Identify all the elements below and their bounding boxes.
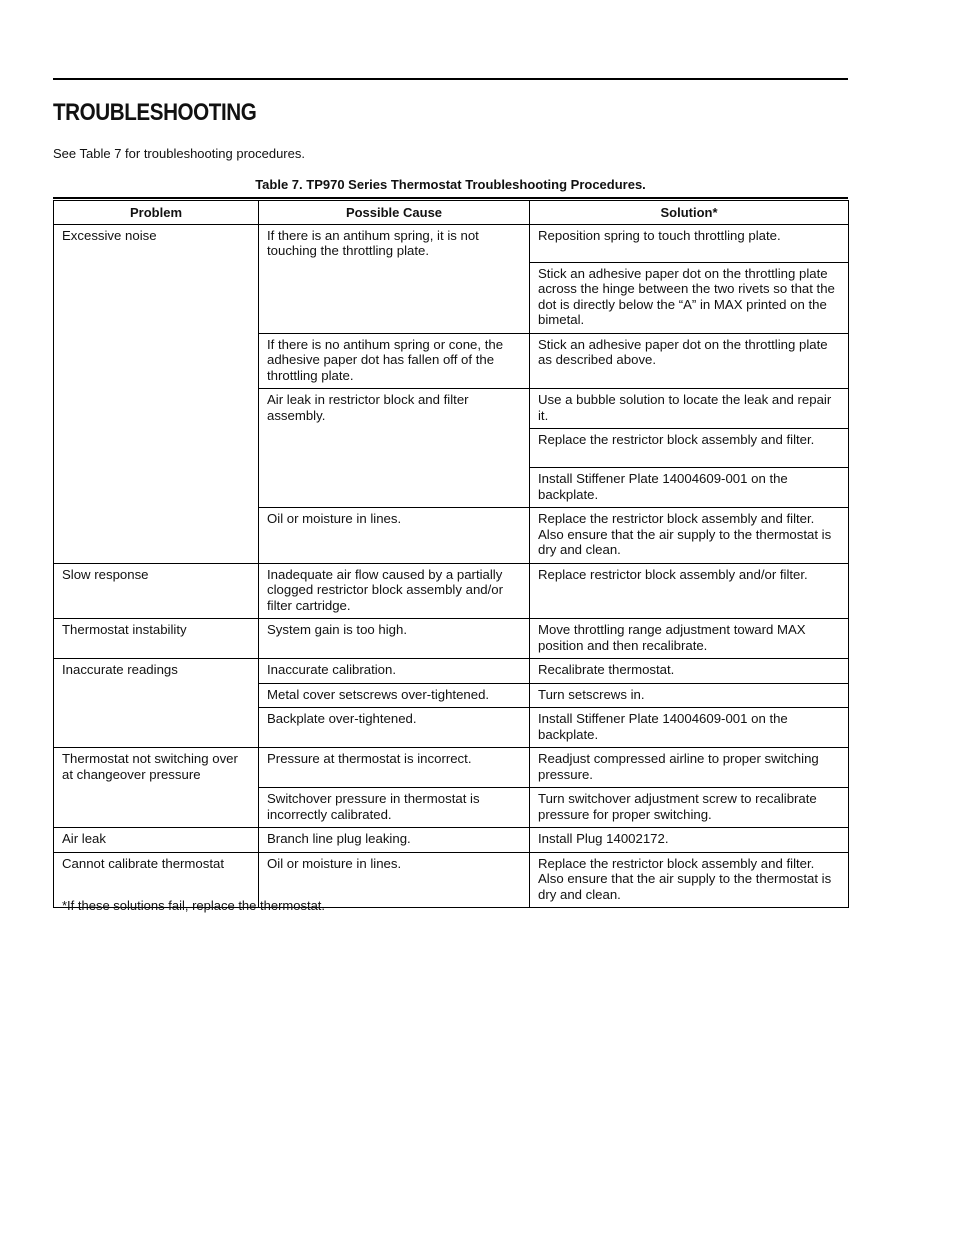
cause-cell: Branch line plug leaking. <box>259 828 530 853</box>
problem-cell: Excessive noise <box>54 224 259 563</box>
table-row <box>54 748 849 788</box>
cause-cell: If there is an antihum spring, it is not touching the throttling plate. <box>259 224 530 333</box>
solution-cell: Replace the restrictor block assembly and filter. Also ensure that the air supply to the thermostat is dry and clean. <box>530 852 849 908</box>
cause-cell: System gain is too high. <box>259 619 530 659</box>
header-cause: Possible Cause <box>259 201 530 225</box>
solution-cell: Use a bubble solution to locate the leak and repair it. <box>530 389 849 429</box>
solution-cell: Replace restrictor block assembly and/or filter. <box>530 563 849 619</box>
table-row <box>54 619 849 659</box>
solution-cell: Reposition spring to touch throttling plate. <box>530 224 849 262</box>
table-row <box>54 563 849 619</box>
cause-cell: Oil or moisture in lines. <box>259 508 530 564</box>
page-title: TROUBLESHOOTING <box>53 99 257 126</box>
cause-cell: Metal cover setscrews over-tightened. <box>259 683 530 708</box>
cause-cell: Switchover pressure in thermostat is incorrectly calibrated. <box>259 788 530 828</box>
solution-cell: Turn setscrews in. <box>530 683 849 708</box>
problem-cell: Thermostat instability <box>54 619 259 659</box>
cause-cell: Inadequate air flow caused by a partially clogged restrictor block assembly and/or filter cartridge. <box>259 563 530 619</box>
header-problem: Problem <box>54 201 259 225</box>
caption-rule <box>53 197 848 199</box>
solution-cell: Recalibrate thermostat. <box>530 659 849 684</box>
solution-cell: Install Plug 14002172. <box>530 828 849 853</box>
problem-cell: Thermostat not switching over at changeover pressure <box>54 748 259 828</box>
solution-cell: Install Stiffener Plate 14004609-001 on the backplate. <box>530 708 849 748</box>
table-header-row <box>54 201 849 225</box>
solution-cell: Stick an adhesive paper dot on the throttling plate as described above. <box>530 333 849 389</box>
cause-cell: Backplate over-tightened. <box>259 708 530 748</box>
top-rule <box>53 78 848 80</box>
cause-cell: Oil or moisture in lines. <box>259 852 530 908</box>
table-row <box>54 224 849 262</box>
intro-text: See Table 7 for troubleshooting procedures. <box>53 146 305 161</box>
problem-cell: Inaccurate readings <box>54 659 259 748</box>
solution-cell: Readjust compressed airline to proper switching pressure. <box>530 748 849 788</box>
solution-cell: Replace the restrictor block assembly and filter. Also ensure that the air supply to the thermostat is dry and clean. <box>530 508 849 564</box>
problem-cell: Cannot calibrate thermostat <box>54 852 259 908</box>
footnote: *If these solutions fail, replace the thermostat. <box>62 898 326 913</box>
table-caption: Table 7. TP970 Series Thermostat Troubleshooting Procedures. <box>255 177 646 192</box>
problem-cell: Slow response <box>54 563 259 619</box>
problem-cell: Air leak <box>54 828 259 853</box>
solution-cell: Replace the restrictor block assembly and filter. <box>530 429 849 468</box>
solution-cell: Install Stiffener Plate 14004609-001 on the backplate. <box>530 468 849 508</box>
table-row <box>54 659 849 684</box>
solution-cell: Move throttling range adjustment toward MAX position and then recalibrate. <box>530 619 849 659</box>
cause-cell: Inaccurate calibration. <box>259 659 530 684</box>
solution-cell: Stick an adhesive paper dot on the throttling plate across the hinge between the two rivets so that the dot is directly below the “A” in MAX printed on the bimetal. <box>530 262 849 333</box>
troubleshooting-table <box>53 200 849 908</box>
solution-cell: Turn switchover adjustment screw to recalibrate pressure for proper switching. <box>530 788 849 828</box>
cause-cell: Pressure at thermostat is incorrect. <box>259 748 530 788</box>
cause-cell: If there is no antihum spring or cone, the adhesive paper dot has fallen off of the throttling plate. <box>259 333 530 389</box>
header-solution: Solution* <box>530 201 849 225</box>
cause-cell: Air leak in restrictor block and filter assembly. <box>259 389 530 508</box>
table-row <box>54 828 849 853</box>
